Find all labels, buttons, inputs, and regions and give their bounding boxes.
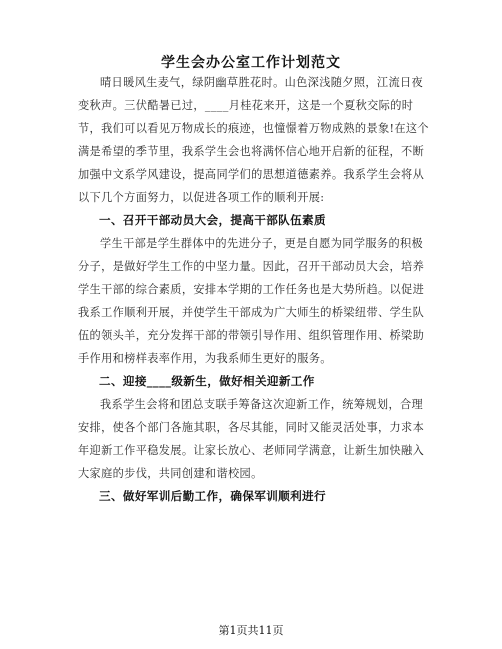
paragraph-line: 伍的领头羊，充分发挥干部的带领引导作用、组织管理作用、桥梁助 [78, 329, 425, 342]
paragraph-line: 加强中文系学风建设，提高同学们的思想道德素养。我系学生会将从 [78, 168, 425, 181]
paragraph-line: 晴日暖风生麦气，绿阴幽草胜花时。山色深浅随夕照，江流日夜 [100, 76, 424, 89]
section-heading: 三、做好军训后勤工作，确保军训顺利进行 [99, 489, 326, 503]
paragraph-line: 以下几个方面努力，以促进各项工作的顺利开展: [78, 191, 325, 204]
paragraph-line: 大家庭的步伐，共同创建和谐校园。 [78, 467, 263, 480]
paragraph-line: 满是希望的季节里，我系学生会也将满怀信心地开启新的征程，不断 [78, 145, 425, 158]
page-number: 第1页共11页 [218, 624, 284, 637]
paragraph-line: 我系学生会将和团总支联手筹备这次迎新工作，统筹规划，合理 [100, 398, 424, 411]
section-heading: 一、召开干部动员大会，提高干部队伍素质 [99, 213, 326, 227]
paragraph-line: 学生干部是学生群体中的先进分子，更是自愿为同学服务的积极 [100, 237, 424, 250]
paragraph-line: 节，我们可以看见万物成长的痕迹，也憧憬着万物成熟的景象!在这个 [78, 122, 429, 135]
paragraph-line: 年迎新工作平稳发展。让家长放心、老师同学满意，让新生加快融入 [78, 444, 425, 457]
paragraph-line: 变秋声。三伏酷暑已过，____月桂花来开，这是一个夏秋交际的时 [78, 99, 414, 112]
section-heading: 二、迎接____级新生，做好相关迎新工作 [99, 374, 315, 388]
paragraph-line: 我系工作顺利开展，并使学生干部成为广大师生的桥梁纽带、学生队 [78, 306, 425, 319]
paragraph-line: 分子，是做好学生工作的中坚力量。因此，召开干部动员大会，培养 [78, 260, 425, 273]
paragraph-line: 学生干部的综合素质，安排本学期的工作任务也是大势所趋。以促进 [78, 283, 425, 296]
document-title: 学生会办公室工作计划范文 [161, 55, 341, 71]
paragraph-line: 安排，使各个部门各施其职，各尽其能，同时又能灵活处事，力求本 [78, 421, 425, 434]
paragraph-line: 手作用和榜样表率作用，为我系师生更好的服务。 [78, 352, 332, 365]
